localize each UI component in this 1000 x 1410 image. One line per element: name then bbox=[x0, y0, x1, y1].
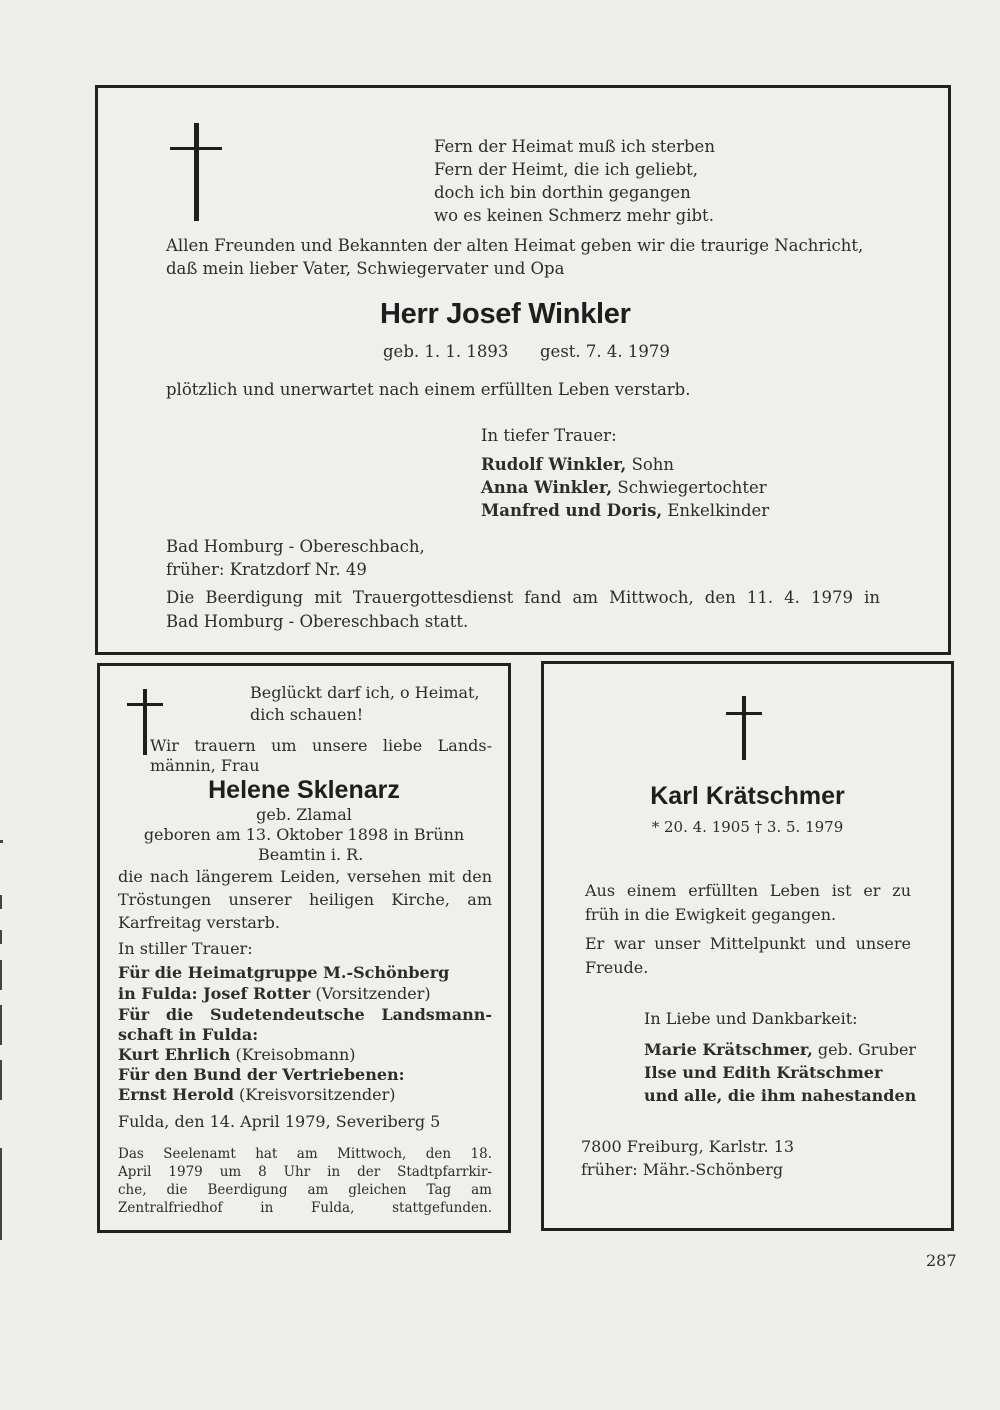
intro-text: Allen Freunden und Bekannten der alten Heimat geben wir die traurige Nachricht, bbox=[166, 236, 864, 255]
mourner-group: Für die Heimatgruppe M.-Schönberg bbox=[118, 963, 450, 982]
maiden-name: geb. Zlamal bbox=[256, 805, 352, 824]
mourner-group: schaft in Fulda: bbox=[118, 1025, 259, 1044]
occupation: Beamtin i. R. bbox=[258, 845, 364, 864]
mourner: Marie Krätschmer, geb. Gruber bbox=[644, 1040, 917, 1059]
cross-icon bbox=[170, 123, 222, 221]
death-date: gest. 7. 4. 1979 bbox=[540, 342, 670, 361]
mourner: Anna Winkler, Schwiegertochter bbox=[481, 478, 767, 497]
poem-line: Fern der Heimt, die ich geliebt, bbox=[434, 160, 699, 179]
death-text: Tröstungen unserer heiligen Kirche, am bbox=[118, 890, 492, 909]
mourner: und alle, die ihm nahestanden bbox=[644, 1086, 917, 1105]
death-text: Karfreitag verstarb. bbox=[118, 913, 280, 932]
deceased-name: Herr Josef Winkler bbox=[380, 298, 631, 330]
mourner-group: Für die Sudetendeutsche Landsmann- bbox=[118, 1005, 492, 1024]
life-dates: * 20. 4. 1905 † 3. 5. 1979 bbox=[651, 818, 844, 836]
address: 7800 Freiburg, Karlstr. 13 bbox=[581, 1137, 795, 1156]
mourners-label: In stiller Trauer: bbox=[118, 939, 253, 958]
birth-date: geb. 1. 1. 1893 bbox=[383, 342, 509, 361]
deceased-name: Karl Krätschmer bbox=[650, 782, 845, 810]
intro-text: männin, Frau bbox=[150, 756, 260, 775]
poem-line: dich schauen! bbox=[250, 705, 364, 724]
place-date: Fulda, den 14. April 1979, Severiberg 5 bbox=[118, 1112, 441, 1131]
mourner-group: Kurt Ehrlich (Kreisobmann) bbox=[118, 1045, 356, 1064]
notice-karl-kraetschmer bbox=[541, 661, 954, 1231]
mourner: Manfred und Doris, Enkelkinder bbox=[481, 501, 770, 520]
mourner-group: Ernst Herold (Kreisvorsitzender) bbox=[118, 1085, 396, 1104]
mass-text: Das Seelenamt hat am Mittwoch, den 18. bbox=[118, 1146, 492, 1162]
birth-info: geboren am 13. Oktober 1898 in Brünn bbox=[143, 825, 465, 844]
eulogy-text: früh in die Ewigkeit gegangen. bbox=[585, 905, 837, 924]
eulogy-text: Er war unser Mittelpunkt und unsere bbox=[585, 934, 911, 953]
residence: Bad Homburg - Obereschbach, bbox=[166, 537, 425, 556]
mourners-label: In Liebe und Dankbarkeit: bbox=[644, 1009, 858, 1028]
mourner: Rudolf Winkler, Sohn bbox=[481, 455, 675, 474]
poem-line: Fern der Heimat muß ich sterben bbox=[434, 137, 715, 156]
mourner: Ilse und Edith Krätschmer bbox=[644, 1063, 883, 1082]
mourner-group: in Fulda: Josef Rotter (Vorsitzender) bbox=[118, 984, 431, 1003]
death-text: die nach längerem Leiden, versehen mit den bbox=[118, 867, 492, 886]
notice-helene-sklenarz bbox=[97, 663, 511, 1233]
former-address: früher: Mähr.-Schönberg bbox=[581, 1160, 784, 1179]
eulogy-text: Freude. bbox=[585, 958, 649, 977]
funeral-text: Bad Homburg - Obereschbach statt. bbox=[166, 612, 469, 631]
eulogy-text: Aus einem erfüllten Leben ist er zu bbox=[585, 881, 911, 900]
mourners-label: In tiefer Trauer: bbox=[481, 426, 617, 445]
cross-icon bbox=[726, 696, 762, 760]
funeral-text: Die Beerdigung mit Trauergottesdienst fand am Mittwoch, den 11. 4. 1979 in bbox=[166, 588, 880, 607]
former-residence: früher: Kratzdorf Nr. 49 bbox=[166, 560, 367, 579]
poem-line: wo es keinen Schmerz mehr gibt. bbox=[434, 206, 714, 225]
mass-text: che, die Beerdigung am gleichen Tag am bbox=[118, 1182, 492, 1198]
intro-text: Wir trauern um unsere liebe Lands- bbox=[150, 736, 492, 755]
intro-text: daß mein lieber Vater, Schwiegervater und Opa bbox=[166, 259, 565, 278]
notice-josef-winkler bbox=[95, 85, 951, 655]
mass-text: Zentralfriedhof in Fulda, stattgefunden. bbox=[118, 1200, 492, 1216]
mourner-group: Für den Bund der Vertriebenen: bbox=[118, 1065, 405, 1084]
deceased-name: Helene Sklenarz bbox=[208, 776, 400, 804]
page-number: 287 bbox=[926, 1251, 957, 1270]
death-text: plötzlich und unerwartet nach einem erfüllten Leben verstarb. bbox=[166, 380, 691, 399]
poem-line: doch ich bin dorthin gegangen bbox=[434, 183, 691, 202]
poem-line: Beglückt darf ich, o Heimat, bbox=[250, 683, 480, 702]
mass-text: April 1979 um 8 Uhr in der Stadtpfarrkir- bbox=[118, 1164, 492, 1180]
